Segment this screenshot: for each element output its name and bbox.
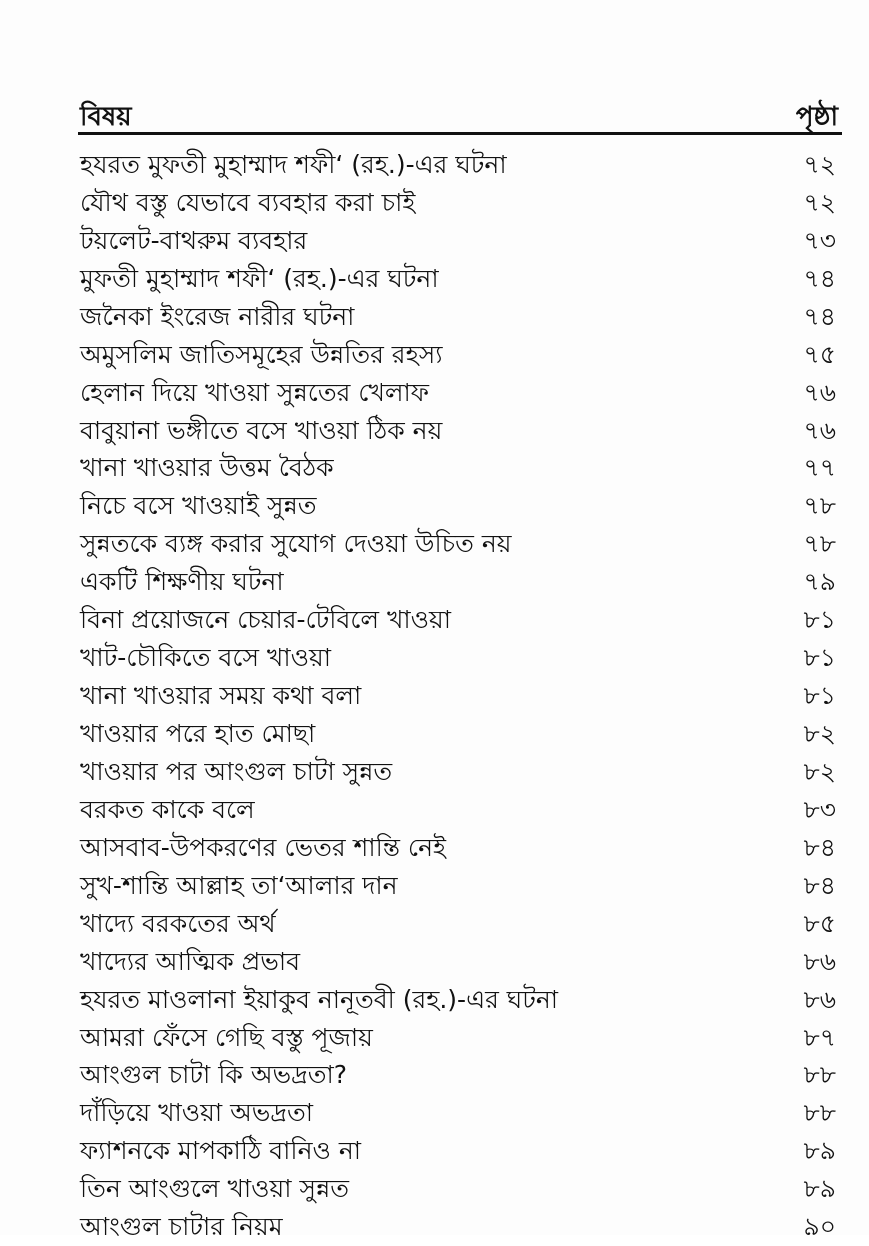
toc-entry-page-number: ৮১: [803, 681, 836, 711]
toc-entry-page-number: ৭২: [803, 149, 836, 179]
toc-entry-title: খাট-চৌকিতে বসে খাওয়া: [80, 643, 331, 673]
toc-entry: [78, 981, 842, 1019]
toc-entry-title: সুখ-শান্তি আল্লাহ তা‘আলার দান: [80, 870, 398, 900]
toc-entry-page-number: ৮৬: [803, 946, 836, 976]
toc-entry-page-number: ৭৫: [803, 339, 836, 369]
toc-entry: [78, 1170, 842, 1208]
toc-entry-title: জনৈকা ইংরেজ নারীর ঘটনা: [80, 301, 355, 331]
toc-entry-page-number: ৭৮: [803, 529, 836, 559]
toc-entry-title: একটি শিক্ষণীয় ঘটনা: [80, 567, 284, 597]
toc-entry-page-number: ৮৪: [803, 832, 836, 862]
toc-entry-page-number: ৮৬: [803, 984, 836, 1014]
toc-entry-page-number: ৭৯: [803, 567, 836, 597]
toc-entry: [78, 867, 842, 905]
toc-entry: [78, 753, 842, 791]
toc-entry-title: মুফতী মুহাম্মাদ শফী‘ (রহ.)-এর ঘটনা: [80, 263, 439, 293]
toc-entry: [78, 374, 842, 412]
toc-entry: [78, 905, 842, 943]
toc-entry-title: খাদ্যে বরকতের অর্থ: [80, 908, 276, 938]
toc-entry-title: টয়লেট-বাথরুম ব্যবহার: [80, 225, 308, 255]
toc-entry-title: দাঁড়িয়ে খাওয়া অভদ্রতা: [80, 1098, 313, 1128]
toc-entry-page-number: ৮৮: [803, 1060, 836, 1090]
toc-entry: [78, 601, 842, 639]
toc-entry: [78, 336, 842, 374]
toc-entry-page-number: ৮৯: [803, 1136, 836, 1166]
toc-entry-title: আংগুল চাটা কি অভদ্রতা?: [80, 1060, 347, 1090]
toc-entry-page-number: ৮১: [803, 643, 836, 673]
toc-entry: [78, 1132, 842, 1170]
toc-entry: [78, 677, 842, 715]
toc-entry: [78, 450, 842, 488]
toc-entry-title: হেলান দিয়ে খাওয়া সুন্নতের খেলাফ: [80, 377, 430, 407]
toc-entry-title: বিনা প্রয়োজনে চেয়ার-টেবিলে খাওয়া: [80, 605, 452, 635]
toc-entry: [78, 1019, 842, 1057]
toc-entry-title: অমুসলিম জাতিসমূহের উন্নতির রহস্য: [80, 339, 443, 369]
toc-entry-title: খাদ্যের আত্মিক প্রভাব: [80, 946, 301, 976]
toc-entry-title: খাওয়ার পরে হাত মোছা: [80, 719, 316, 749]
toc-entry-page-number: ৮২: [803, 719, 836, 749]
page-column-heading: পৃষ্ঠা: [795, 102, 838, 132]
toc-entry-page-number: ৭৭: [803, 453, 836, 483]
toc-entry-title: আসবাব-উপকরণের ভেতর শান্তি নেই: [80, 832, 446, 862]
toc-header: [78, 96, 842, 135]
toc-entry-title: খানা খাওয়ার উত্তম বৈঠক: [80, 453, 334, 483]
toc-entry: [78, 1208, 842, 1246]
toc-entry-title: সুন্নতকে ব্যঙ্গ করার সুযোগ দেওয়া উচিত নয়: [80, 529, 512, 559]
toc-entry-page-number: ৭২: [803, 187, 836, 217]
toc-entry-title: হযরত মুফতী মুহাম্মাদ শফী‘ (রহ.)-এর ঘটনা: [80, 149, 507, 179]
toc-entry-title: আংগুল চাটার নিয়ম: [80, 1212, 283, 1242]
toc-entry: [78, 1057, 842, 1095]
toc-entry: [78, 412, 842, 450]
toc-entry: [78, 563, 842, 601]
toc-entry: [78, 487, 842, 525]
toc-entry-page-number: ৮৩: [803, 794, 836, 824]
toc-entry-title: খাওয়ার পর আংগুল চাটা সুন্নত: [80, 756, 393, 786]
toc-entry-page-number: ৮৮: [803, 1098, 836, 1128]
toc-entry-page-number: ৭৪: [803, 263, 836, 293]
toc-entry-title: হযরত মাওলানা ইয়াকুব নানূতবী (রহ.)-এর ঘটনা: [80, 984, 559, 1014]
toc-entry-page-number: ৭৬: [803, 415, 836, 445]
toc-entry: [78, 184, 842, 222]
toc-entry-title: বাবুয়ানা ভঙ্গীতে বসে খাওয়া ঠিক নয়: [80, 415, 443, 445]
toc-entry: [78, 715, 842, 753]
toc-entry-title: যৌথ বস্তু যেভাবে ব্যবহার করা চাই: [80, 187, 416, 217]
toc-entry-title: তিন আংগুলে খাওয়া সুন্নত: [80, 1174, 350, 1204]
toc-entry-page-number: ৮৭: [803, 1022, 836, 1052]
toc-entry-page-number: ৮৫: [803, 908, 836, 938]
table-of-contents: [78, 96, 842, 1246]
toc-entry: [78, 639, 842, 677]
toc-entry: [78, 791, 842, 829]
toc-entry-title: বরকত কাকে বলে: [80, 794, 255, 824]
toc-entry-title: খানা খাওয়ার সময় কথা বলা: [80, 681, 362, 711]
toc-entry: [78, 222, 842, 260]
toc-entry-title: ফ্যাশনকে মাপকাঠি বানিও না: [80, 1136, 362, 1166]
toc-entry: [78, 525, 842, 563]
toc-entry-page-number: ৭৬: [803, 377, 836, 407]
toc-entry: [78, 1094, 842, 1132]
toc-entry-page-number: ৭৪: [803, 301, 836, 331]
toc-entry-title: নিচে বসে খাওয়াই সুন্নত: [80, 491, 317, 521]
toc-entry-page-number: ৮৯: [803, 1174, 836, 1204]
toc-entry-title: আমরা ফেঁসে গেছি বস্তু পূজায়: [80, 1022, 373, 1052]
toc-entry-page-number: ৮২: [803, 756, 836, 786]
toc-entry: [78, 260, 842, 298]
toc-entry: [78, 829, 842, 867]
toc-entry-page-number: ৭৮: [803, 491, 836, 521]
toc-entry-page-number: ৯০: [803, 1212, 836, 1242]
toc-entry: [78, 146, 842, 184]
topic-column-heading: বিষয়: [80, 102, 132, 132]
toc-entry-page-number: ৭৩: [803, 225, 836, 255]
toc-entry: [78, 298, 842, 336]
toc-entry-page-number: ৮৪: [803, 870, 836, 900]
toc-entry: [78, 943, 842, 981]
toc-entry-list: [78, 146, 842, 1246]
toc-entry-page-number: ৮১: [803, 605, 836, 635]
